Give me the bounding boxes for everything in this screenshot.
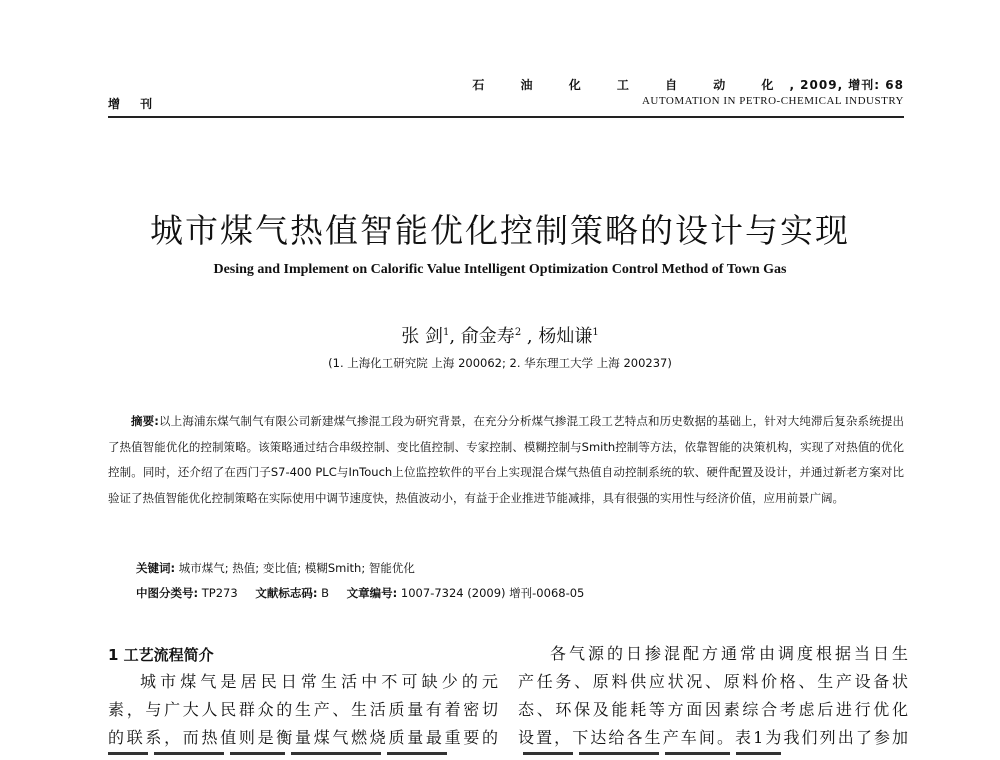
author-separator: , bbox=[449, 326, 461, 347]
keywords bbox=[136, 560, 415, 576]
author-list bbox=[0, 322, 1000, 348]
body-line: 态、环保及能耗等方面因素综合考虑后进行优化 bbox=[518, 700, 908, 719]
body-line: 的联系，而热值则是衡量煤气燃烧质量最重要的 bbox=[108, 728, 498, 747]
affiliation-mark: 1 bbox=[592, 327, 599, 338]
journal-header-cn bbox=[472, 76, 904, 93]
body-column-right bbox=[518, 640, 908, 752]
paper-title-en: Desing and Implement on Calorific Value Intelligent Optimization Control Method of Town Gas bbox=[213, 262, 787, 277]
body-column-left bbox=[108, 668, 498, 752]
affiliations: (1. 上海化工研究院 上海 200062; 2. 华东理工大学 上海 200237) bbox=[328, 356, 672, 370]
cropped-text-line bbox=[108, 752, 908, 760]
abstract-label: 摘要: bbox=[131, 414, 159, 428]
doc-code-value: B bbox=[321, 586, 329, 600]
abstract-text: 以上海浦东煤气制气有限公司新建煤气掺混工段为研究背景，在充分分析煤气掺混工段工艺特点和历史数据的基础上，针对大纯滞后复杂系统提出了热值智能优化的控制策略。该策略通过结合串级控制、变比值控制、专家控制、模糊控制与Smith控制等方法，依靠智能的决策机构，实现了对热值的优化控制。同时，还介绍了在西门子S7-400 PLC与InTouch上位监控软件的平台上实现混合煤气热值自动控制系统的软、硬件配置及设计，并通过新老方案对比验证了热值智能优化控制策略在实际使用中调节速度快，热值波动小，有益于企业推进节能减排，具有很强的实用性与经济价值，应用前景广阔。 bbox=[108, 414, 904, 505]
supplement-label: 增 刊 bbox=[108, 97, 161, 111]
paper-title-cn: 城市煤气热值智能优化控制策略的设计与实现 bbox=[150, 211, 850, 250]
body-line: 城市煤气是居民日常生活中不可缺少的元 bbox=[140, 672, 498, 691]
journal-issue-cn: , 2009, 增刊: 68 bbox=[789, 78, 904, 92]
doc-code-label: 文献标志码: bbox=[255, 586, 318, 600]
body-line: 产任务、原料供应状况、原料价格、生产设备状 bbox=[518, 672, 908, 691]
affiliation-mark: 2 bbox=[514, 327, 522, 338]
author-name: 杨灿谦 bbox=[538, 326, 593, 347]
affiliation-mark: 1 bbox=[442, 327, 450, 338]
body-line: 设置，下达给各生产车间。表1为我们列出了参加 bbox=[518, 728, 908, 747]
author-name: 俞金寿 bbox=[460, 326, 515, 347]
body-line: 各气源的日掺混配方通常由调度根据当日生 bbox=[550, 644, 908, 663]
author-separator: , bbox=[521, 326, 539, 347]
journal-name-en: AUTOMATION IN PETRO-CHEMICAL INDUSTRY bbox=[641, 95, 904, 107]
clc-value: TP273 bbox=[201, 586, 238, 600]
article-number-value: 1007-7324 (2009) 增刊-0068-05 bbox=[400, 586, 585, 600]
clc-label: 中图分类号: bbox=[136, 586, 199, 600]
header-rule bbox=[108, 116, 904, 118]
keywords-label: 关键词: bbox=[136, 561, 176, 575]
body-line: 素，与广大人民群众的生产、生活质量有着密切 bbox=[108, 700, 498, 719]
classification-line bbox=[136, 585, 584, 601]
article-number-label: 文章编号: bbox=[346, 586, 398, 600]
section-heading: 1 工艺流程简介 bbox=[108, 646, 214, 664]
journal-name-cn: 石 油 化 工 自 动 化 bbox=[472, 78, 790, 92]
keywords-text: 城市煤气; 热值; 变比值; 模糊Smith; 智能优化 bbox=[178, 561, 415, 575]
abstract bbox=[108, 409, 904, 511]
author-name: 张 剑 bbox=[401, 326, 443, 347]
